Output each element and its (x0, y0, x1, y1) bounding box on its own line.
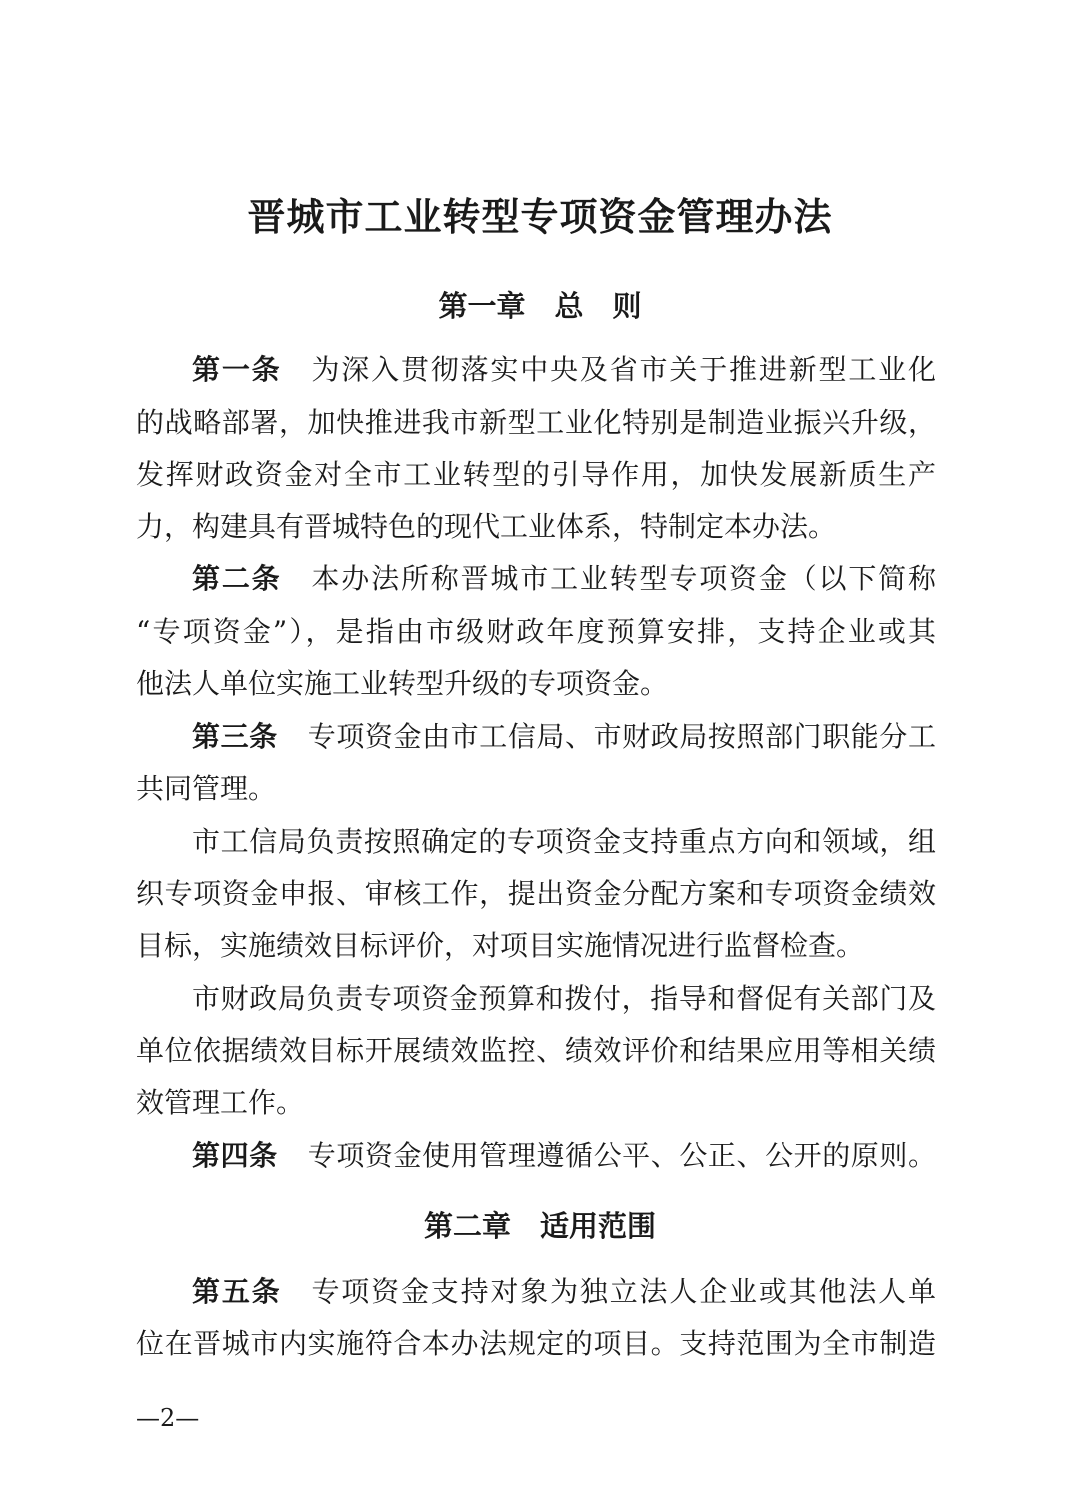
article-5-label: 第五条 (192, 1275, 282, 1308)
article-3-line-2: 共同管理。 (136, 772, 277, 805)
article-1-label: 第一条 (192, 353, 282, 386)
document-title: 晋城市工业转型专项资金管理办法 (247, 195, 833, 239)
article-2-line-2: “专项资金”），是指由市级财政年度预算安排，支持企业或其 (136, 615, 936, 648)
article-4-label: 第四条 (192, 1139, 278, 1172)
article-5-line-2: 位在晋城市内实施符合本办法规定的项目。支持范围为全市制造 (136, 1327, 936, 1360)
page-number: —2— (136, 1404, 200, 1432)
article-2-line-3: 他法人单位实施工业转型升级的专项资金。 (136, 667, 669, 700)
article-4-line-1: 第四条 专项资金使用管理遵循公平、公正、公开的原则。 (192, 1139, 936, 1172)
article-3-line-1: 第三条 专项资金由市工信局、市财政局按照部门职能分工 (192, 720, 936, 753)
paragraph-a-line-2: 织专项资金申报、审核工作，提出资金分配方案和专项资金绩效 (136, 877, 936, 910)
article-1-line-4: 力，构建具有晋城特色的现代工业体系，特制定本办法。 (136, 510, 837, 543)
article-1-line-2: 的战略部署，加快推进我市新型工业化特别是制造业振兴升级， (136, 406, 936, 439)
paragraph-b-line-2: 单位依据绩效目标开展绩效监控、绩效评价和结果应用等相关绩 (136, 1034, 936, 1067)
article-1-line-3: 发挥财政资金对全市工业转型的引导作用，加快发展新质生产 (136, 458, 936, 491)
article-1-line-1: 第一条 为深入贯彻落实中央及省市关于推进新型工业化 (192, 353, 936, 386)
article-5-line-1: 第五条 专项资金支持对象为独立法人企业或其他法人单 (192, 1275, 936, 1308)
article-2-line-1: 第二条 本办法所称晋城市工业转型专项资金（以下简称 (192, 562, 936, 595)
article-2-label: 第二条 (192, 562, 282, 595)
paragraph-b-line-3: 效管理工作。 (136, 1086, 305, 1119)
paragraph-a-line-1: 市工信局负责按照确定的专项资金支持重点方向和领域，组 (192, 825, 936, 858)
chapter-heading-1: 第一章 总 则 (438, 289, 642, 323)
article-3-label: 第三条 (192, 720, 278, 753)
paragraph-b-line-1: 市财政局负责专项资金预算和拨付，指导和督促有关部门及 (192, 982, 936, 1015)
paragraph-a-line-3: 目标，实施绩效目标评价，对项目实施情况进行监督检查。 (136, 929, 865, 962)
chapter-heading-2: 第二章 适用范围 (423, 1209, 656, 1243)
